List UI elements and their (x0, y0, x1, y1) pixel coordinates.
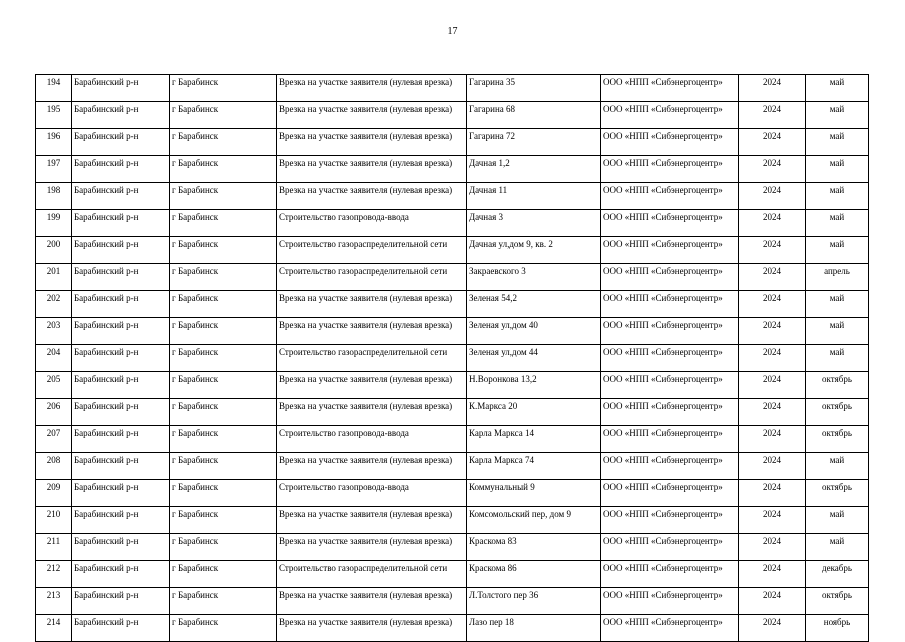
work-type-cell: Строительство газопровода-ввода (277, 480, 467, 507)
month-cell: апрель (806, 264, 869, 291)
work-type-cell: Врезка на участке заявителя (нулевая врезка) (277, 75, 467, 102)
district-cell: Барабинский р-н (72, 615, 170, 642)
year-cell: 2024 (739, 264, 806, 291)
month-cell: май (806, 237, 869, 264)
district-cell: Барабинский р-н (72, 210, 170, 237)
address-cell: Дачная ул,дом 9, кв. 2 (467, 237, 601, 264)
address-cell: Закраевского 3 (467, 264, 601, 291)
address-cell: Зеленая 54,2 (467, 291, 601, 318)
table-row (36, 318, 869, 345)
organization-cell: ООО «НПП «Сибэнергоцентр» (601, 264, 739, 291)
address-cell: Лазо пер 18 (467, 615, 601, 642)
city-cell: г Барабинск (170, 183, 277, 210)
city-cell: г Барабинск (170, 210, 277, 237)
city-cell: г Барабинск (170, 480, 277, 507)
work-type-cell: Строительство газораспределительной сети (277, 264, 467, 291)
work-type-cell: Врезка на участке заявителя (нулевая врезка) (277, 507, 467, 534)
row-number-cell: 209 (36, 480, 72, 507)
row-number-cell: 199 (36, 210, 72, 237)
year-cell: 2024 (739, 210, 806, 237)
table-row (36, 291, 869, 318)
district-cell: Барабинский р-н (72, 156, 170, 183)
row-number-cell: 211 (36, 534, 72, 561)
organization-cell: ООО «НПП «Сибэнергоцентр» (601, 372, 739, 399)
address-cell: Краскома 86 (467, 561, 601, 588)
month-cell: октябрь (806, 426, 869, 453)
month-cell: май (806, 129, 869, 156)
organization-cell: ООО «НПП «Сибэнергоцентр» (601, 588, 739, 615)
month-cell: декабрь (806, 561, 869, 588)
city-cell: г Барабинск (170, 561, 277, 588)
address-cell: Гагарина 35 (467, 75, 601, 102)
year-cell: 2024 (739, 399, 806, 426)
year-cell: 2024 (739, 534, 806, 561)
row-number-cell: 195 (36, 102, 72, 129)
city-cell: г Барабинск (170, 264, 277, 291)
year-cell: 2024 (739, 237, 806, 264)
organization-cell: ООО «НПП «Сибэнергоцентр» (601, 318, 739, 345)
row-number-cell: 203 (36, 318, 72, 345)
city-cell: г Барабинск (170, 75, 277, 102)
year-cell: 2024 (739, 156, 806, 183)
year-cell: 2024 (739, 507, 806, 534)
month-cell: октябрь (806, 480, 869, 507)
year-cell: 2024 (739, 615, 806, 642)
work-type-cell: Врезка на участке заявителя (нулевая врезка) (277, 615, 467, 642)
organization-cell: ООО «НПП «Сибэнергоцентр» (601, 237, 739, 264)
row-number-cell: 196 (36, 129, 72, 156)
month-cell: май (806, 75, 869, 102)
district-cell: Барабинский р-н (72, 399, 170, 426)
work-type-cell: Строительство газораспределительной сети (277, 345, 467, 372)
district-cell: Барабинский р-н (72, 291, 170, 318)
row-number-cell: 206 (36, 399, 72, 426)
address-cell: Дачная 11 (467, 183, 601, 210)
work-type-cell: Врезка на участке заявителя (нулевая врезка) (277, 318, 467, 345)
organization-cell: ООО «НПП «Сибэнергоцентр» (601, 561, 739, 588)
table-row (36, 480, 869, 507)
city-cell: г Барабинск (170, 129, 277, 156)
month-cell: май (806, 507, 869, 534)
organization-cell: ООО «НПП «Сибэнергоцентр» (601, 426, 739, 453)
table-row (36, 453, 869, 480)
row-number-cell: 198 (36, 183, 72, 210)
work-type-cell: Врезка на участке заявителя (нулевая врезка) (277, 453, 467, 480)
organization-cell: ООО «НПП «Сибэнергоцентр» (601, 480, 739, 507)
address-cell: Гагарина 72 (467, 129, 601, 156)
district-cell: Барабинский р-н (72, 264, 170, 291)
city-cell: г Барабинск (170, 588, 277, 615)
month-cell: май (806, 210, 869, 237)
year-cell: 2024 (739, 345, 806, 372)
table-row (36, 75, 869, 102)
address-cell: Дачная 1,2 (467, 156, 601, 183)
city-cell: г Барабинск (170, 372, 277, 399)
organization-cell: ООО «НПП «Сибэнергоцентр» (601, 129, 739, 156)
city-cell: г Барабинск (170, 453, 277, 480)
address-cell: Комсомольский пер, дом 9 (467, 507, 601, 534)
address-cell: Коммунальный 9 (467, 480, 601, 507)
organization-cell: ООО «НПП «Сибэнергоцентр» (601, 507, 739, 534)
city-cell: г Барабинск (170, 426, 277, 453)
row-number-cell: 194 (36, 75, 72, 102)
row-number-cell: 210 (36, 507, 72, 534)
table-row (36, 183, 869, 210)
address-cell: Зеленая ул,дом 44 (467, 345, 601, 372)
month-cell: октябрь (806, 372, 869, 399)
month-cell: май (806, 345, 869, 372)
month-cell: май (806, 183, 869, 210)
table-body (36, 75, 869, 642)
table-row (36, 210, 869, 237)
table-row (36, 156, 869, 183)
district-cell: Барабинский р-н (72, 102, 170, 129)
year-cell: 2024 (739, 426, 806, 453)
table-row (36, 237, 869, 264)
table-row (36, 102, 869, 129)
district-cell: Барабинский р-н (72, 237, 170, 264)
work-type-cell: Врезка на участке заявителя (нулевая врезка) (277, 372, 467, 399)
month-cell: май (806, 453, 869, 480)
work-type-cell: Врезка на участке заявителя (нулевая врезка) (277, 129, 467, 156)
city-cell: г Барабинск (170, 615, 277, 642)
organization-cell: ООО «НПП «Сибэнергоцентр» (601, 156, 739, 183)
district-cell: Барабинский р-н (72, 480, 170, 507)
city-cell: г Барабинск (170, 399, 277, 426)
city-cell: г Барабинск (170, 345, 277, 372)
address-cell: Гагарина 68 (467, 102, 601, 129)
city-cell: г Барабинск (170, 534, 277, 561)
year-cell: 2024 (739, 75, 806, 102)
row-number-cell: 202 (36, 291, 72, 318)
address-cell: К.Маркса 20 (467, 399, 601, 426)
row-number-cell: 201 (36, 264, 72, 291)
work-type-cell: Строительство газораспределительной сети (277, 561, 467, 588)
city-cell: г Барабинск (170, 318, 277, 345)
work-type-cell: Врезка на участке заявителя (нулевая врезка) (277, 156, 467, 183)
address-cell: Карла Маркса 74 (467, 453, 601, 480)
year-cell: 2024 (739, 102, 806, 129)
row-number-cell: 205 (36, 372, 72, 399)
city-cell: г Барабинск (170, 156, 277, 183)
address-cell: Зеленая ул,дом 40 (467, 318, 601, 345)
table-row (36, 507, 869, 534)
table-row (36, 534, 869, 561)
month-cell: май (806, 291, 869, 318)
row-number-cell: 213 (36, 588, 72, 615)
address-cell: Дачная 3 (467, 210, 601, 237)
city-cell: г Барабинск (170, 507, 277, 534)
row-number-cell: 197 (36, 156, 72, 183)
city-cell: г Барабинск (170, 237, 277, 264)
table-row (36, 129, 869, 156)
row-number-cell: 208 (36, 453, 72, 480)
work-type-cell: Строительство газопровода-ввода (277, 210, 467, 237)
table-row (36, 345, 869, 372)
year-cell: 2024 (739, 129, 806, 156)
year-cell: 2024 (739, 291, 806, 318)
organization-cell: ООО «НПП «Сибэнергоцентр» (601, 453, 739, 480)
district-cell: Барабинский р-н (72, 426, 170, 453)
year-cell: 2024 (739, 183, 806, 210)
year-cell: 2024 (739, 372, 806, 399)
address-cell: Л.Толстого пер 36 (467, 588, 601, 615)
work-type-cell: Врезка на участке заявителя (нулевая врезка) (277, 291, 467, 318)
month-cell: май (806, 534, 869, 561)
month-cell: май (806, 318, 869, 345)
district-cell: Барабинский р-н (72, 561, 170, 588)
work-type-cell: Строительство газопровода-ввода (277, 426, 467, 453)
organization-cell: ООО «НПП «Сибэнергоцентр» (601, 210, 739, 237)
work-type-cell: Врезка на участке заявителя (нулевая врезка) (277, 534, 467, 561)
month-cell: ноябрь (806, 615, 869, 642)
district-cell: Барабинский р-н (72, 345, 170, 372)
organization-cell: ООО «НПП «Сибэнергоцентр» (601, 183, 739, 210)
work-type-cell: Врезка на участке заявителя (нулевая врезка) (277, 588, 467, 615)
organization-cell: ООО «НПП «Сибэнергоцентр» (601, 291, 739, 318)
address-cell: Карла Маркса 14 (467, 426, 601, 453)
address-cell: Н.Воронкова 13,2 (467, 372, 601, 399)
work-type-cell: Врезка на участке заявителя (нулевая врезка) (277, 183, 467, 210)
row-number-cell: 207 (36, 426, 72, 453)
month-cell: май (806, 102, 869, 129)
organization-cell: ООО «НПП «Сибэнергоцентр» (601, 345, 739, 372)
table-row (36, 561, 869, 588)
table-row (36, 264, 869, 291)
table-row (36, 588, 869, 615)
district-cell: Барабинский р-н (72, 129, 170, 156)
month-cell: октябрь (806, 588, 869, 615)
table-row (36, 372, 869, 399)
city-cell: г Барабинск (170, 102, 277, 129)
table-row (36, 615, 869, 642)
district-cell: Барабинский р-н (72, 534, 170, 561)
month-cell: октябрь (806, 399, 869, 426)
address-cell: Краскома 83 (467, 534, 601, 561)
district-cell: Барабинский р-н (72, 75, 170, 102)
page-number: 17 (447, 26, 458, 37)
district-cell: Барабинский р-н (72, 318, 170, 345)
district-cell: Барабинский р-н (72, 183, 170, 210)
year-cell: 2024 (739, 480, 806, 507)
row-number-cell: 214 (36, 615, 72, 642)
row-number-cell: 212 (36, 561, 72, 588)
table-row (36, 399, 869, 426)
year-cell: 2024 (739, 588, 806, 615)
month-cell: май (806, 156, 869, 183)
organization-cell: ООО «НПП «Сибэнергоцентр» (601, 75, 739, 102)
table-row (36, 426, 869, 453)
year-cell: 2024 (739, 453, 806, 480)
organization-cell: ООО «НПП «Сибэнергоцентр» (601, 399, 739, 426)
organization-cell: ООО «НПП «Сибэнергоцентр» (601, 102, 739, 129)
organization-cell: ООО «НПП «Сибэнергоцентр» (601, 615, 739, 642)
city-cell: г Барабинск (170, 291, 277, 318)
year-cell: 2024 (739, 318, 806, 345)
district-cell: Барабинский р-н (72, 453, 170, 480)
row-number-cell: 204 (36, 345, 72, 372)
district-cell: Барабинский р-н (72, 372, 170, 399)
work-type-cell: Врезка на участке заявителя (нулевая врезка) (277, 102, 467, 129)
row-number-cell: 200 (36, 237, 72, 264)
year-cell: 2024 (739, 561, 806, 588)
work-type-cell: Строительство газораспределительной сети (277, 237, 467, 264)
work-type-cell: Врезка на участке заявителя (нулевая врезка) (277, 399, 467, 426)
work-plan-table (35, 74, 869, 642)
organization-cell: ООО «НПП «Сибэнергоцентр» (601, 534, 739, 561)
district-cell: Барабинский р-н (72, 588, 170, 615)
district-cell: Барабинский р-н (72, 507, 170, 534)
